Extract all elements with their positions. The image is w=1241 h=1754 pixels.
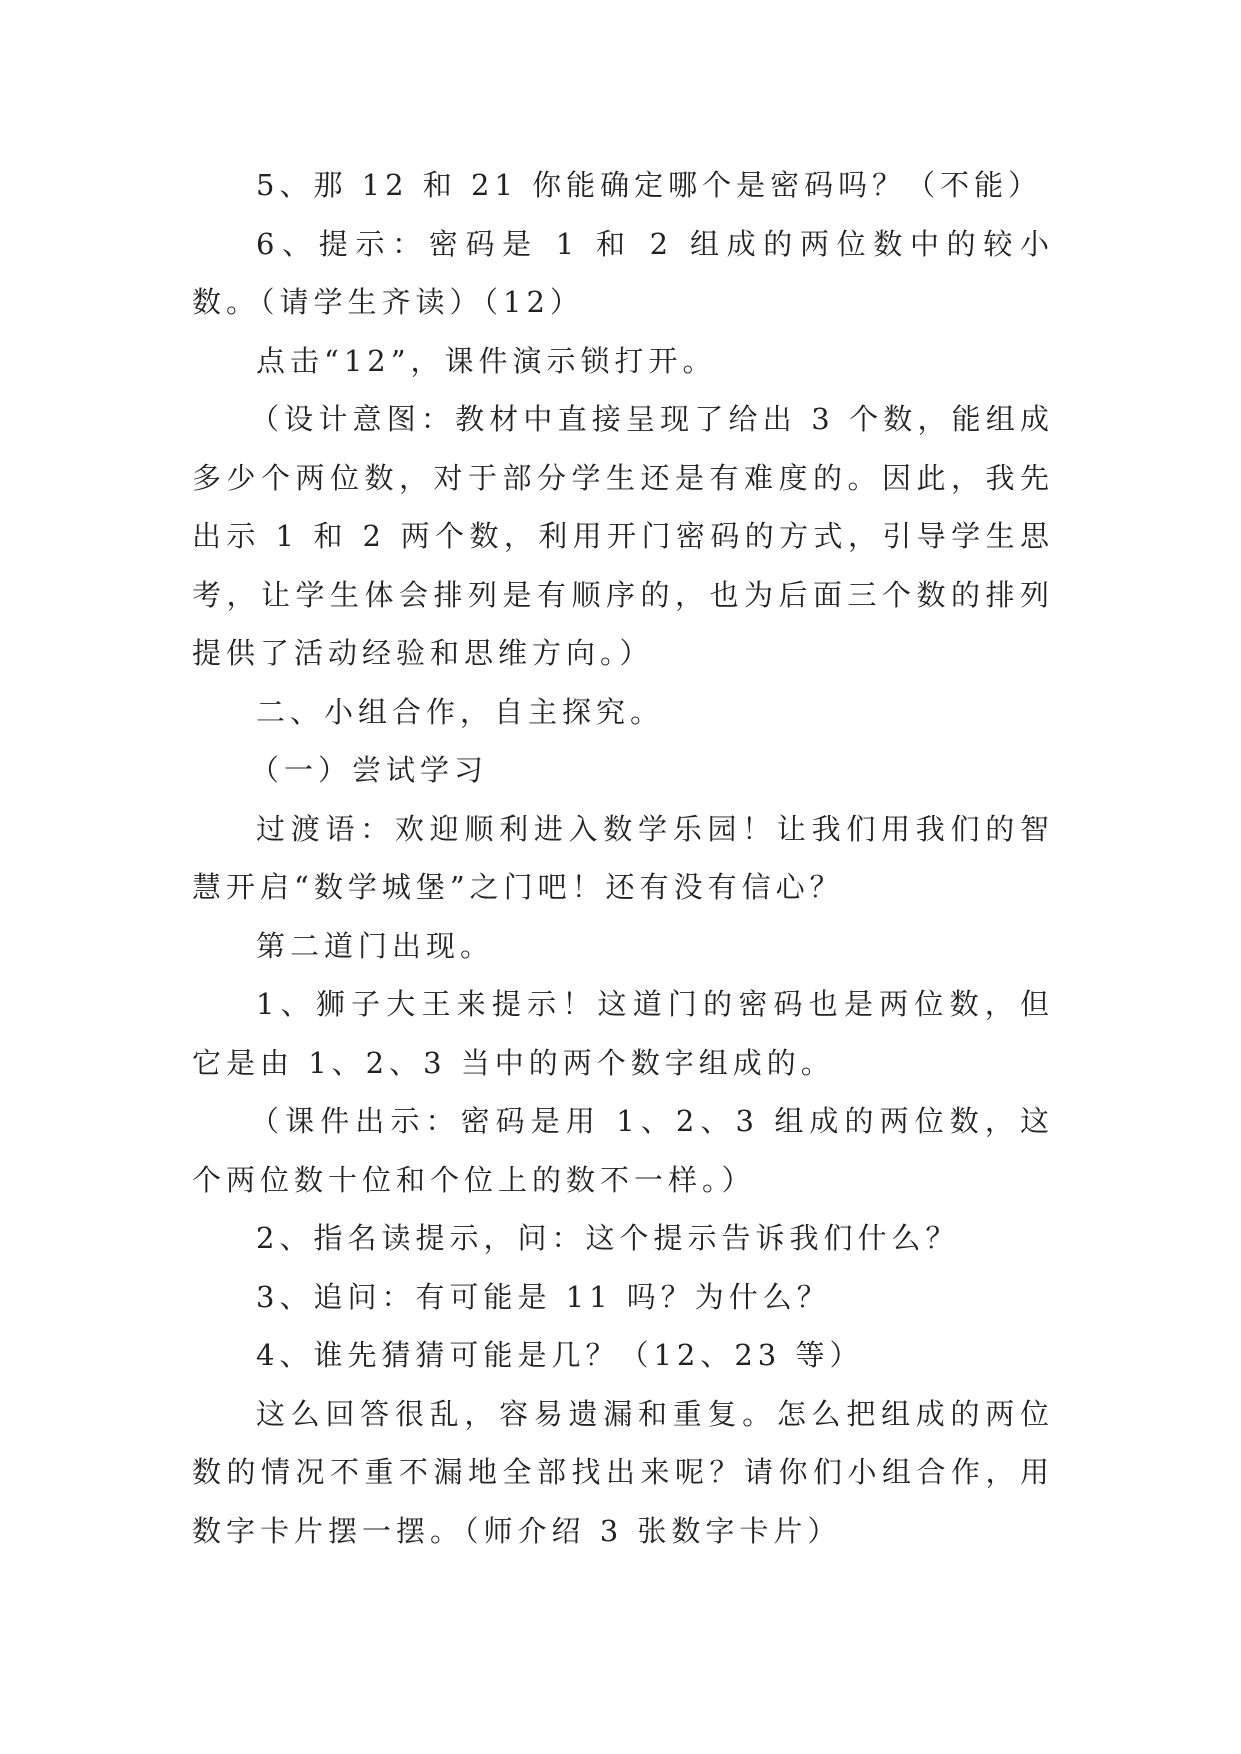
- paragraph-question-5: 5、那 12 和 21 你能确定哪个是密码吗？（不能）: [256, 168, 1043, 202]
- document-page: [192, 156, 1054, 1560]
- paragraph-lion-hint: 1、狮子大王来提示！这道门的密码也是两位数，但它是由 1、2、3 当中的两个数字组成的。: [192, 987, 1054, 1080]
- paragraph-guess: 4、谁先猜猜可能是几？（12、23 等）: [256, 1338, 864, 1372]
- paragraph-courseware-display: （课件出示：密码是用 1、2、3 组成的两位数，这个两位数十位和个位上的数不一样。）: [192, 1104, 1054, 1197]
- paragraph-group-cards: 这么回答很乱，容易遗漏和重复。怎么把组成的两位数的情况不重不漏地全部找出来呢？请你们小组合作，用数字卡片摆一摆。（师介绍 3 张数字卡片）: [192, 1396, 1054, 1548]
- subsection-heading-try-learning: （一）尝试学习: [250, 753, 489, 787]
- paragraph-transition: 过渡语：欢迎顺利进入数学乐园！让我们用我们的智慧开启“数学城堡”之门吧！还有没有信心？: [192, 811, 1054, 904]
- paragraph-follow-up: 3、追问：有可能是 11 吗？为什么？: [256, 1279, 831, 1314]
- paragraph-click-12: 点击“12”，课件演示锁打开。: [256, 343, 717, 378]
- paragraph-design-intent: （设计意图：教材中直接呈现了给出 3 个数，能组成多少个两位数，对于部分学生还是有难度的。因此，我先出示 1 和 2 两个数，利用开门密码的方式，引导学生思考，让学生体会排列是有顺序的，也为后面三个数的排列提供了活动经验和思维方向。）: [192, 402, 1054, 670]
- paragraph-second-door: 第二道门出现。: [256, 928, 495, 963]
- section-heading-group-work: 二、小组合作，自主探究。: [256, 694, 665, 729]
- paragraph-read-hint: 2、指名读提示，问：这个提示告诉我们什么？: [256, 1221, 960, 1255]
- paragraph-hint-6: 6、提示：密码是 1 和 2 组成的两位数中的较小数。（请学生齐读）（12）: [192, 226, 1054, 319]
